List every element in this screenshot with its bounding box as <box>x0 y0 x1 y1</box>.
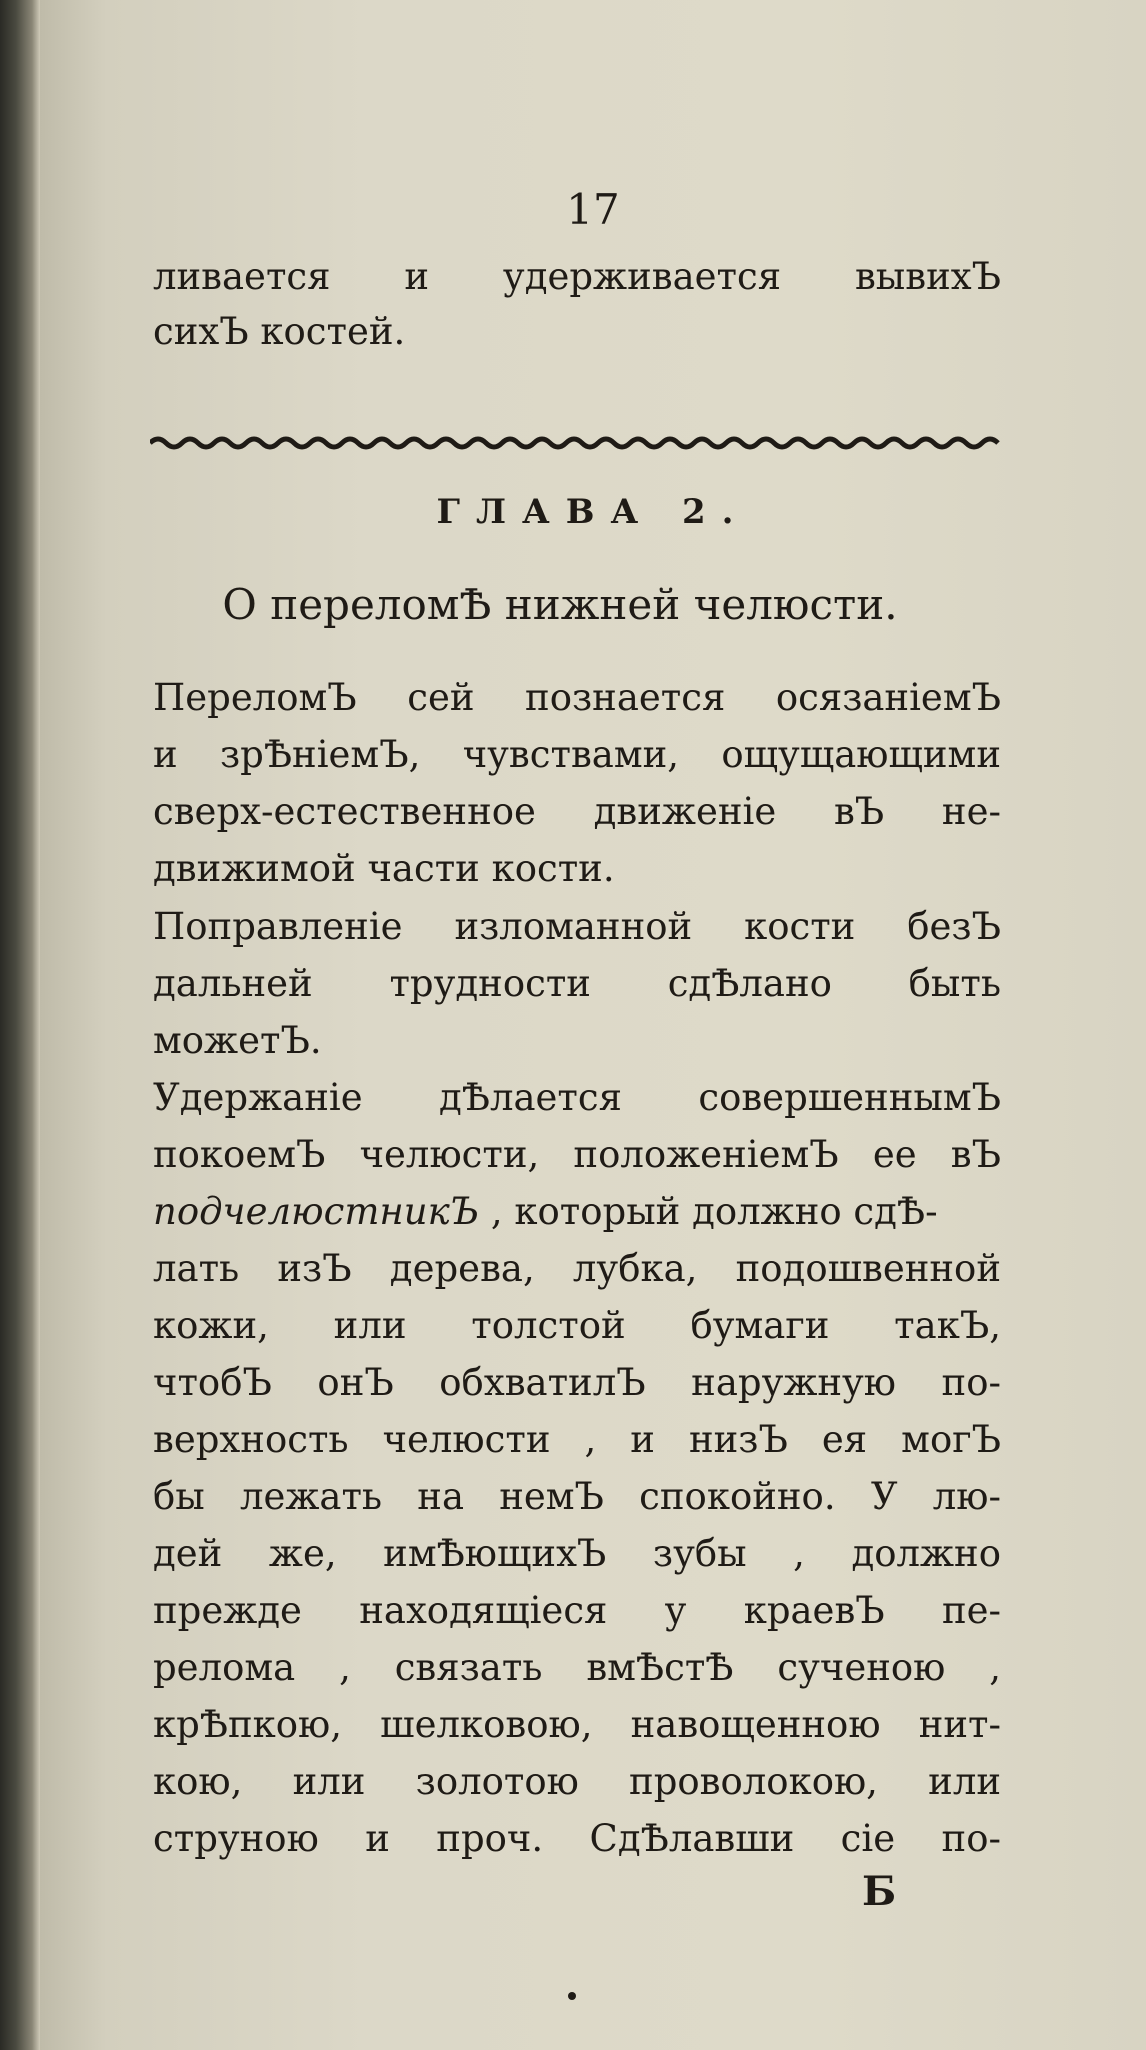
body-line-6: дальней трудности сдѢлано быть <box>153 962 1001 1005</box>
ornamental-divider <box>150 432 1006 454</box>
body-line-13: чтобЪ онЪ обхватилЪ наружную по- <box>153 1361 1001 1404</box>
body-line-2: и зрѢніемЪ, чувствами, ощущающими <box>153 733 1001 776</box>
chapter-title: О переломѢ нижней челюсти. <box>222 580 898 629</box>
body-line-10 <box>153 1187 1001 1237</box>
body-line-8: Удержаніе дѢлается совершеннымЪ <box>153 1076 1001 1119</box>
chapter-heading: ГЛАВА 2. <box>436 492 750 532</box>
page-number: 17 <box>566 185 620 234</box>
body-line-15: бы лежать на немЪ спокойно. У лю- <box>153 1475 1001 1518</box>
book-spine-shadow <box>0 0 40 2050</box>
body-line-11: лать изЪ дерева, лубка, подошвенной <box>153 1247 1001 1290</box>
term-italic: подчелюстникЪ <box>153 1190 480 1233</box>
body-line-14: верхность челюсти , и низЪ ея могЪ <box>153 1418 1001 1461</box>
carryover-line-1: ливается и удерживается вывихЪ <box>153 255 1001 298</box>
body-line-10-rest: , который должно сдѢ- <box>490 1190 938 1233</box>
ink-speck <box>568 1992 576 2000</box>
body-line-1: ПереломЪ сей познается осязаніемЪ <box>153 676 1001 719</box>
body-line-21: струною и проч. СдѢлавши сіе по- <box>153 1817 1001 1860</box>
body-line-12: кожи, или толстой бумаги такЪ, <box>153 1304 1001 1347</box>
body-line-9: покоемЪ челюсти, положеніемЪ ее вЪ <box>153 1133 1001 1176</box>
body-line-3: сверх-естественное движеніе вЪ не- <box>153 790 1001 833</box>
carryover-line-2: сихЪ костей. <box>153 310 406 353</box>
book-page <box>40 0 1146 2050</box>
body-line-4: движимой части кости. <box>153 847 615 890</box>
body-line-16: дей же, имѢющихЪ зубы , должно <box>153 1532 1001 1575</box>
body-line-17: прежде находящіеся у краевЪ пе- <box>153 1589 1001 1632</box>
signature-mark: Б <box>862 1868 897 1915</box>
body-line-19: крѢпкою, шелковою, навощенною нит- <box>153 1703 1001 1746</box>
body-line-5: Поправленіе изломанной кости безЪ <box>153 905 1001 948</box>
body-line-20: кою, или золотою проволокою, или <box>153 1760 1001 1803</box>
body-line-18: релома , связать вмѢстѢ сученою , <box>153 1646 1001 1689</box>
body-line-7: можетЪ. <box>153 1019 322 1062</box>
